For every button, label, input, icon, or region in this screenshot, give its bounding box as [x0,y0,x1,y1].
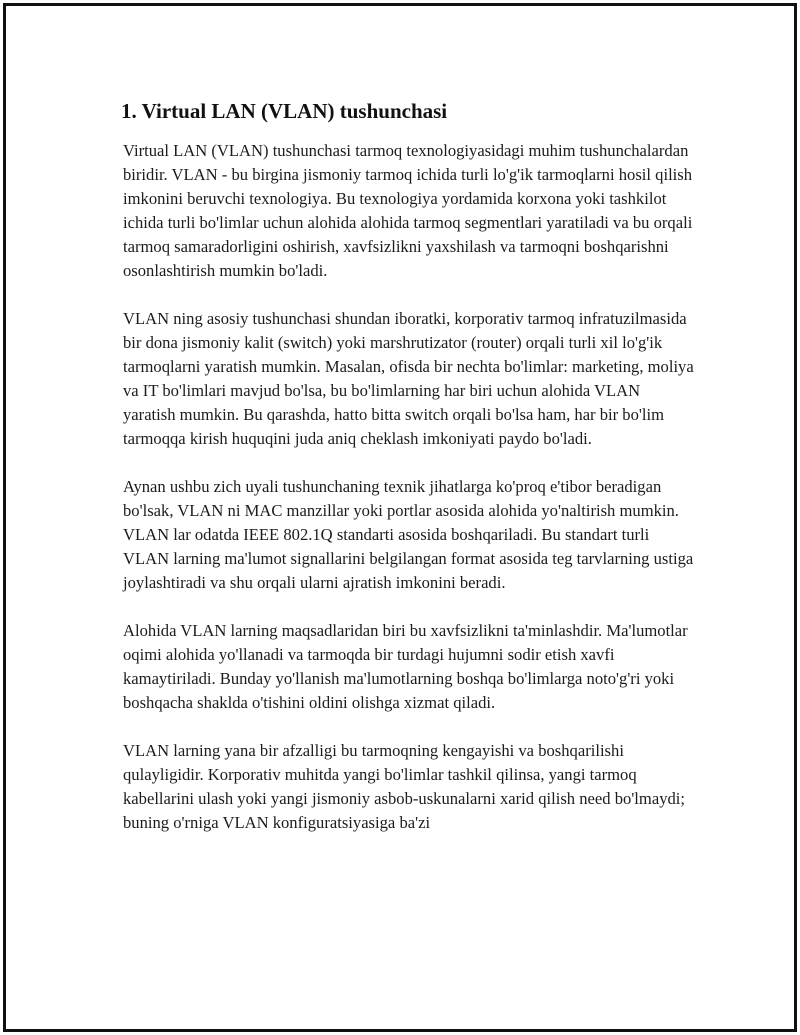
paragraph-3: Aynan ushbu zich uyali tushunchaning texnik jihatlarga ko'proq e'tibor beradigan bo'lsak, VLAN ni MAC manzillar yoki portlar asosida alohida yo'naltirish mumkin. VLAN lar odatda IEEE 802.1Q standarti asosida boshqariladi. Bu standart turli VLAN larning ma'lumot signallarini belgilangan format asosida teg tarvlarning ustiga joylashtiradi va shu orqali ularni ajratish imkonini beradi. [123,477,694,592]
document-body [120,98,694,859]
paragraph-2: VLAN ning asosiy tushunchasi shundan iboratki, korporativ tarmoq infratuzilmasida bir dona jismoniy kalit (switch) yoki marshrutizator (router) orqali turli xil lo'g'ik tarmoqlarni yaratish mumkin. Masalan, ofisda bir nechta bo'limlar: marketing, moliya va IT bo'limlari mavjud bo'lsa, bu bo'limlarning har biri uchun alohida VLAN yaratish mumkin. Bu qarashda, hatto bitta switch orqali bo'lsa ham, har bir bo'lim tarmoqqa kirish huquqini juda aniq cheklash imkoniyati paydo bo'ladi. [123,309,694,448]
paragraph-4: Alohida VLAN larning maqsadlaridan biri bu xavfsizlikni ta'minlashdir. Ma'lumotlar oqimi alohida yo'llanadi va tarmoqda bir turdagi hujumni sodir etish xavfi kamaytiriladi. Bunday yo'llanish ma'lumotlarning boshqa bo'limlarga noto'g'ri yoki boshqacha shaklda o'tishini oldini olishga xizmat qiladi. [123,621,688,712]
page-frame [3,3,797,1032]
paragraph-5: VLAN larning yana bir afzalligi bu tarmoqning kengayishi va boshqarilishi qulayligidir. Korporativ muhitda yangi bo'limlar tashkil qilinsa, yangi tarmoq kabellarini ulash yoki yangi jismoniy asbob-uskunalarni xarid qilish need bo'lmaydi; buning o'rniga VLAN konfiguratsiyasiga ba'zi [123,741,686,832]
section-heading: 1. Virtual LAN (VLAN) tushunchasi [121,99,448,123]
paragraph-1: Virtual LAN (VLAN) tushunchasi tarmoq texnologiyasidagi muhim tushunchalardan biridir. VLAN - bu birgina jismoniy tarmoq ichida turli lo'g'ik tarmoqlarni hosil qilish imkonini beruvchi texnologiya. Bu texnologiya yordamida korxona yoki tashkilot ichida turli bo'limlar uchun alohida alohida tarmoq segmentlari yaratiladi va bu orqali tarmoq samaradorligini oshirish, xavfsizlikni yaxshilash va tarmoqni boshqarishni osonlashtirish mumkin bo'ladi. [123,141,693,280]
